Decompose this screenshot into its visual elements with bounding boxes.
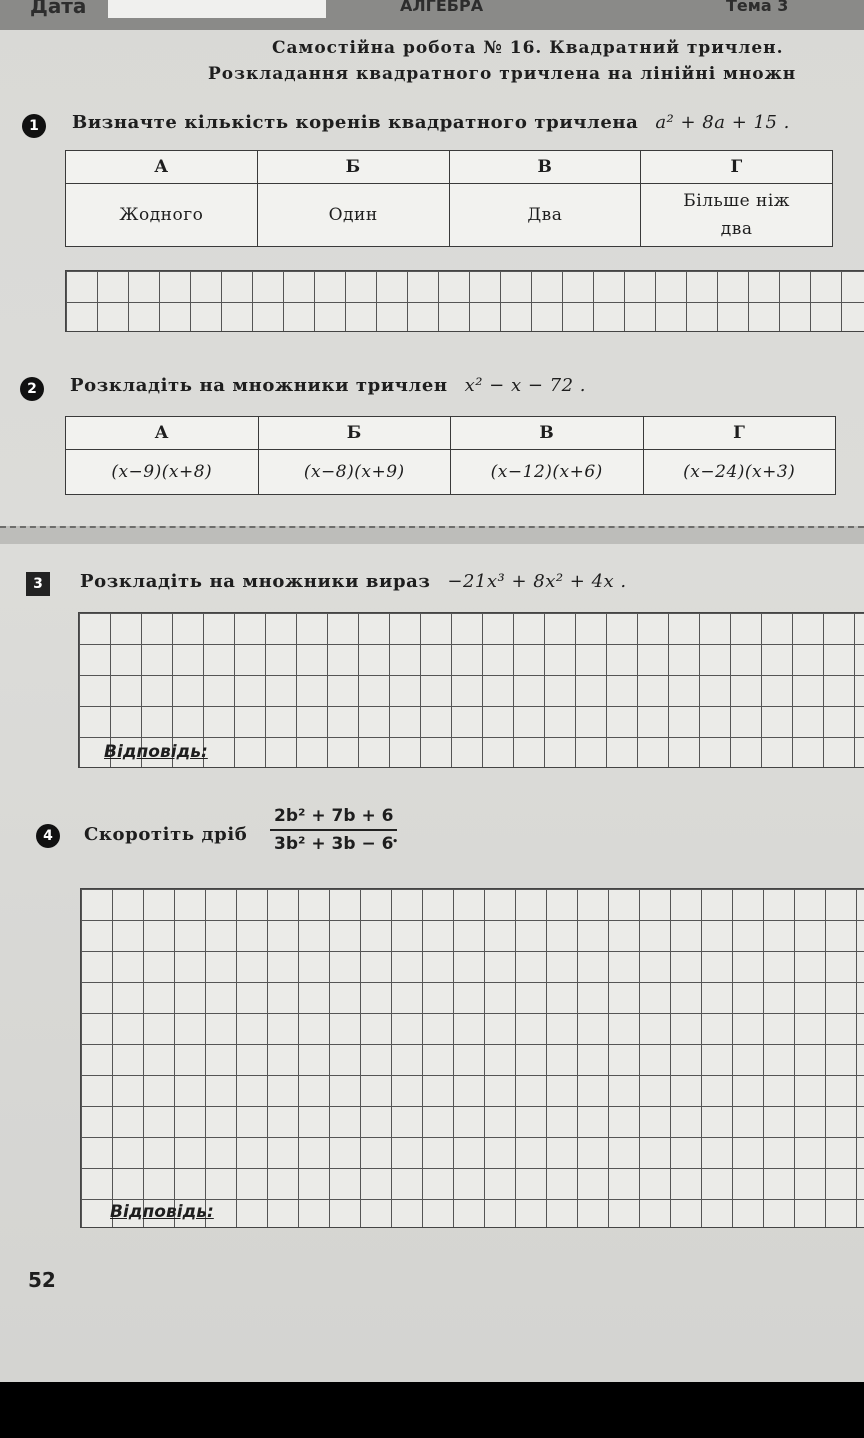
option-header-a: А [66, 417, 259, 450]
option-v[interactable]: (x−12)(x+6) [451, 450, 644, 495]
question-4-answer-label: Відповідь: [110, 1202, 214, 1222]
option-g[interactable]: (x−24)(x+3) [643, 450, 836, 495]
fraction-period: . [392, 826, 399, 847]
question-2-expression: x² − x − 72 . [464, 375, 586, 396]
question-3-answer-label: Відповідь: [104, 742, 208, 762]
option-header-g: Г [643, 417, 836, 450]
page-title-line2: Розкладання квадратного тричлена на лінійні множн [208, 64, 797, 84]
option-header-b: Б [257, 151, 449, 184]
question-3-prompt: Розкладіть на множники вираз [80, 571, 431, 592]
question-1-text [72, 112, 790, 133]
question-1-options-table [65, 150, 833, 247]
question-2-options-table [65, 416, 836, 495]
option-g[interactable]: Більше ніж два [641, 184, 833, 247]
question-number-3: 3 [26, 572, 50, 596]
question-1-answer-grid[interactable] [65, 270, 864, 332]
fraction-denominator: 3b² + 3b − 6 [274, 834, 394, 854]
question-4-prompt: Скоротіть дріб [84, 824, 248, 845]
option-a[interactable]: Жодного [66, 184, 258, 247]
option-v[interactable]: Два [449, 184, 641, 247]
page-number: 52 [28, 1268, 56, 1292]
option-header-v: В [451, 417, 644, 450]
option-header-b: Б [258, 417, 451, 450]
date-label: Дата [30, 0, 87, 18]
page-fold [0, 526, 864, 544]
question-4-fraction [270, 806, 397, 854]
option-b[interactable]: (x−8)(x+9) [258, 450, 451, 495]
subject-label: АЛГЕБРА [400, 0, 484, 15]
question-number-2: 2 [20, 377, 44, 401]
option-header-a: А [66, 151, 258, 184]
question-3-text [80, 571, 627, 592]
option-b[interactable]: Один [257, 184, 449, 247]
fraction-numerator: 2b² + 7b + 6 [270, 806, 397, 831]
page-title-line1: Самостійна робота № 16. Квадратний тричлен. [272, 38, 784, 58]
question-2-text [70, 375, 586, 396]
question-2-prompt: Розкладіть на множники тричлен [70, 375, 448, 396]
option-header-v: В [449, 151, 641, 184]
question-1-prompt: Визначте кількість коренів квадратного тричлена [72, 112, 639, 133]
option-a[interactable]: (x−9)(x+8) [66, 450, 259, 495]
question-1-expression: a² + 8a + 15 . [655, 112, 790, 133]
question-number-4: 4 [36, 824, 60, 848]
option-header-g: Г [641, 151, 833, 184]
question-number-1: 1 [22, 114, 46, 138]
date-field[interactable] [108, 0, 326, 18]
topic-label: Тема 3 [726, 0, 789, 15]
header-bar [0, 0, 864, 30]
question-3-expression: −21x³ + 8x² + 4x . [447, 571, 627, 592]
question-4-answer-grid[interactable] [80, 888, 864, 1228]
